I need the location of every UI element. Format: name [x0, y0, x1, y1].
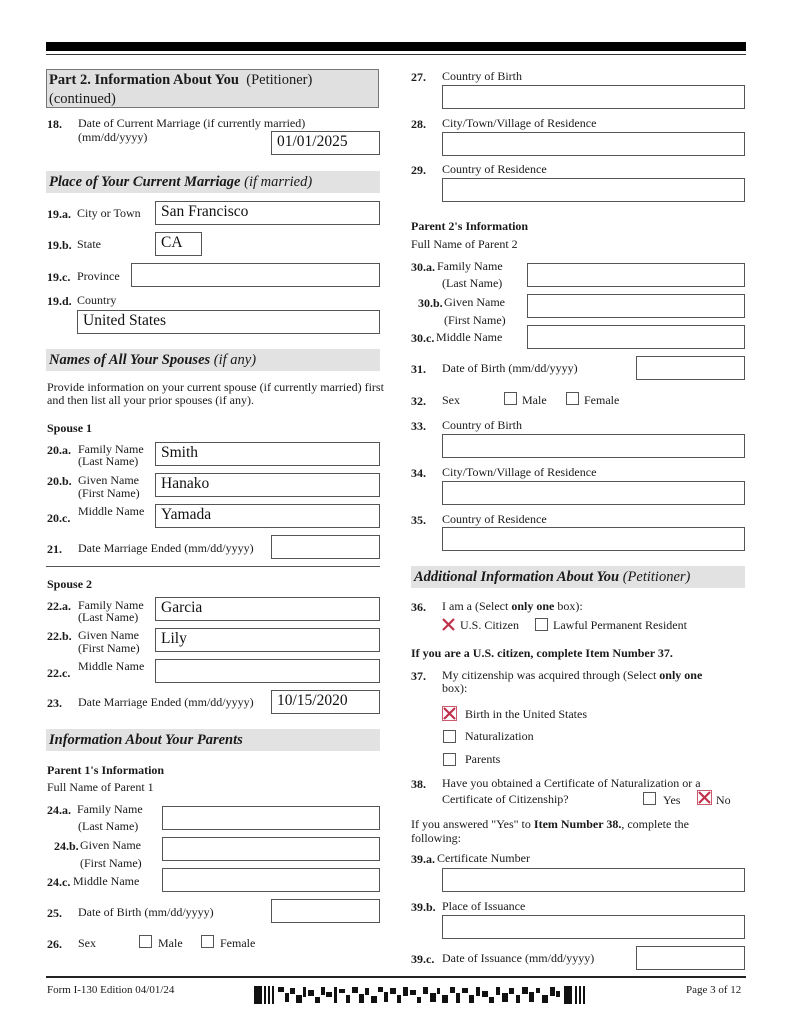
naturalization-checkbox[interactable] [443, 730, 456, 743]
birth-us-checkbox[interactable] [442, 706, 457, 726]
item-36-label: I am a (Select only one box): [442, 599, 583, 613]
item-26-label: Sex [78, 936, 96, 950]
parents-label: Parents [465, 752, 501, 766]
item-24b-label2: (First Name) [80, 856, 142, 870]
item-19d-label: Country [77, 293, 117, 307]
item-37-label: My citizenship was acquired through (Select only one box): [442, 668, 703, 695]
item-38-label2: Certificate of Citizenship? [442, 792, 569, 806]
item-21-number: 21. [47, 542, 62, 556]
item-39b-label: Place of Issuance [442, 899, 526, 913]
yes-note-2: following: [411, 831, 461, 845]
parent1-given-name-field[interactable] [162, 837, 380, 861]
date-of-issuance-field[interactable] [636, 946, 745, 970]
section-title: Place of Your Current Marriage [49, 174, 241, 190]
item-24a-label2: (Last Name) [78, 819, 139, 833]
item-36-number: 36. [411, 600, 426, 614]
us-citizen-checkbox[interactable] [441, 617, 456, 637]
parent-2-title: Parent 2's Information [411, 219, 529, 233]
item-18-label: Date of Current Marriage (if currently married) [78, 116, 306, 130]
item-19c-number: 19.c. [47, 270, 71, 284]
item-19b-number: 19.b. [47, 238, 72, 252]
part-subtitle: (Petitioner) [246, 72, 313, 88]
parent2-male-label: Male [522, 393, 547, 407]
item-22c-number: 22.c. [47, 666, 71, 680]
naturalization-label: Naturalization [465, 729, 534, 743]
certificate-number-field[interactable] [442, 868, 745, 892]
item-24b-number: 24.b. [54, 839, 79, 853]
item-30c-number: 30.c. [411, 331, 435, 345]
item-20b-label2: (First Name) [78, 486, 140, 500]
item-22b-label: Given Name [78, 628, 139, 642]
item-29-label: Country of Residence [442, 162, 547, 176]
spouse-2-title: Spouse 2 [47, 577, 93, 591]
item-39a-number: 39.a. [411, 852, 435, 866]
bottom-rule [46, 976, 746, 978]
section-header-marriage-place [46, 171, 380, 193]
part-title: Part 2. Information About You [49, 72, 239, 88]
parent-1-title: Parent 1's Information [47, 763, 165, 777]
item-22b-label2: (First Name) [78, 641, 140, 655]
item-24c-number: 24.c. [47, 875, 71, 889]
item-30b-label2: (First Name) [444, 313, 506, 327]
spouse-divider [46, 566, 380, 567]
citizen-note: If you are a U.S. citizen, complete Item Number 37. [411, 646, 673, 660]
item-23-label: Date Marriage Ended (mm/dd/yyyy) [78, 695, 254, 709]
marriage-province-field[interactable] [131, 263, 380, 287]
item-30a-label2: (Last Name) [442, 276, 503, 290]
section-title: Information About Your Parents [49, 732, 243, 748]
parent2-middle-name-field[interactable] [527, 325, 745, 349]
cert-no-label: No [716, 793, 731, 807]
item-30b-label: Given Name [444, 295, 505, 309]
parent2-country-birth-field[interactable] [442, 434, 745, 458]
section-title: Names of All Your Spouses [49, 352, 211, 368]
check-x-icon [697, 790, 712, 805]
item-20b-label: Given Name [78, 473, 139, 487]
parent1-city-residence-field[interactable] [442, 132, 745, 156]
spouse2-given-name-field[interactable]: Lily [155, 628, 380, 652]
parent2-family-name-field[interactable] [527, 263, 745, 287]
item-22c-label: Middle Name [78, 659, 145, 673]
item-38-label: Have you obtained a Certificate of Naturalization or a [442, 776, 701, 790]
part-continued: (continued) [49, 91, 116, 107]
item-34-number: 34. [411, 466, 426, 480]
page-number: Page 3 of 12 [686, 984, 742, 996]
parent-1-fullname-label: Full Name of Parent 1 [47, 780, 154, 794]
item-32-label: Sex [442, 393, 460, 407]
item-39a-label: Certificate Number [437, 851, 530, 865]
marriage-country-field[interactable]: United States [77, 310, 380, 334]
spouse2-middle-name-field[interactable] [155, 659, 380, 683]
place-of-issuance-field[interactable] [442, 915, 745, 939]
birth-us-label: Birth in the United States [465, 707, 587, 721]
parent1-country-residence-field[interactable] [442, 178, 745, 202]
parent2-female-checkbox[interactable] [566, 392, 579, 405]
check-x-icon [442, 706, 457, 721]
barcode-icon [254, 986, 594, 1004]
parent1-male-label: Male [158, 936, 183, 950]
top-rule-thin [46, 54, 746, 55]
spouse1-given-name-field[interactable]: Hanako [155, 473, 380, 497]
item-30a-number: 30.a. [411, 260, 435, 274]
lpr-label: Lawful Permanent Resident [553, 618, 687, 632]
item-22a-number: 22.a. [47, 599, 71, 613]
item-19b-label: State [77, 237, 101, 251]
marriage-date-field[interactable]: 01/01/2025 [271, 131, 380, 155]
item-30c-label: Middle Name [436, 330, 503, 344]
item-35-number: 35. [411, 513, 426, 527]
parent2-male-checkbox[interactable] [504, 392, 517, 405]
item-22b-number: 22.b. [47, 629, 72, 643]
item-27-label: Country of Birth [442, 69, 522, 83]
top-rule-thick [46, 42, 746, 51]
section-title: Additional Information About You [414, 569, 620, 585]
section-subtitle: (if any) [213, 352, 257, 368]
item-39c-label: Date of Issuance (mm/dd/yyyy) [442, 951, 595, 965]
parent-2-fullname-label: Full Name of Parent 2 [411, 237, 518, 251]
item-20a-number: 20.a. [47, 443, 71, 457]
barcode [254, 986, 594, 1004]
section-subtitle: (if married) [244, 174, 313, 190]
item-30a-label: Family Name [437, 259, 503, 273]
item-19a-number: 19.a. [47, 207, 71, 221]
item-20a-label2: (Last Name) [78, 454, 139, 468]
item-28-label: City/Town/Village of Residence [442, 116, 597, 130]
section-header-additional [411, 566, 745, 588]
item-24a-label: Family Name [77, 802, 143, 816]
item-31-label: Date of Birth (mm/dd/yyyy) [442, 361, 578, 375]
parent1-family-name-field[interactable] [162, 806, 380, 830]
item-33-label: Country of Birth [442, 418, 522, 432]
item-34-label: City/Town/Village of Residence [442, 465, 597, 479]
item-19c-label: Province [77, 269, 120, 283]
section-header-parents [46, 729, 380, 751]
section-subtitle: (Petitioner) [622, 569, 691, 585]
us-citizen-label: U.S. Citizen [460, 618, 519, 632]
item-32-number: 32. [411, 394, 426, 408]
spouse2-marriage-ended-field[interactable]: 10/15/2020 [271, 690, 380, 714]
parent1-female-checkbox[interactable] [201, 935, 214, 948]
item-29-number: 29. [411, 163, 426, 177]
item-20b-number: 20.b. [47, 474, 72, 488]
parents-checkbox[interactable] [443, 753, 456, 766]
spouses-instructions: Provide information on your current spouse (if currently married) first and then list all your prior spouses (if any). [47, 380, 384, 407]
cert-no-checkbox[interactable] [697, 790, 712, 810]
parent1-dob-field[interactable] [271, 899, 380, 923]
item-19d-number: 19.d. [47, 294, 72, 308]
item-26-number: 26. [47, 937, 62, 951]
item-35-label: Country of Residence [442, 512, 547, 526]
item-23-number: 23. [47, 696, 62, 710]
item-25-label: Date of Birth (mm/dd/yyyy) [78, 905, 214, 919]
item-20a-label: Family Name [78, 442, 144, 456]
item-37-number: 37. [411, 669, 426, 683]
parent2-given-name-field[interactable] [527, 294, 745, 318]
item-27-number: 27. [411, 70, 426, 84]
item-24c-label: Middle Name [73, 874, 140, 888]
spouse2-family-name-field[interactable]: Garcia [155, 597, 380, 621]
marriage-city-field[interactable]: San Francisco [155, 201, 380, 225]
item-39c-number: 39.c. [411, 952, 435, 966]
cert-yes-checkbox[interactable] [643, 792, 656, 805]
item-24a-number: 24.a. [47, 803, 71, 817]
item-30b-number: 30.b. [418, 296, 443, 310]
marriage-state-field[interactable]: CA [155, 232, 202, 256]
item-39b-number: 39.b. [411, 900, 436, 914]
lpr-checkbox[interactable] [535, 618, 548, 631]
item-25-number: 25. [47, 906, 62, 920]
parent1-country-birth-field[interactable] [442, 85, 745, 109]
item-22a-label: Family Name [78, 598, 144, 612]
spouse-1-title: Spouse 1 [47, 421, 93, 435]
part-header [46, 69, 379, 108]
item-33-number: 33. [411, 419, 426, 433]
parent1-female-label: Female [220, 936, 256, 950]
check-x-icon [441, 617, 456, 632]
item-18-format: (mm/dd/yyyy) [78, 130, 148, 144]
item-22a-label2: (Last Name) [78, 610, 139, 624]
item-20c-number: 20.c. [47, 511, 71, 525]
item-20c-label: Middle Name [78, 504, 145, 518]
parent1-male-checkbox[interactable] [139, 935, 152, 948]
parent2-country-residence-field[interactable] [442, 527, 745, 551]
parent2-dob-field[interactable] [636, 356, 745, 380]
parent2-female-label: Female [584, 393, 620, 407]
spouse1-marriage-ended-field[interactable] [271, 535, 380, 559]
form-edition: Form I-130 Edition 04/01/24 [47, 984, 175, 996]
item-21-label: Date Marriage Ended (mm/dd/yyyy) [78, 541, 254, 555]
item-38-number: 38. [411, 777, 426, 791]
yes-note: If you answered "Yes" to Item Number 38., complete the [411, 817, 689, 831]
spouse1-family-name-field[interactable]: Smith [155, 442, 380, 466]
item-28-number: 28. [411, 117, 426, 131]
item-18-number: 18. [47, 117, 62, 131]
section-header-spouses [46, 349, 380, 371]
item-24b-label: Given Name [80, 838, 141, 852]
spouse1-middle-name-field[interactable]: Yamada [155, 504, 380, 528]
item-31-number: 31. [411, 362, 426, 376]
parent1-middle-name-field[interactable] [162, 868, 380, 892]
cert-yes-label: Yes [663, 793, 681, 807]
parent2-city-residence-field[interactable] [442, 481, 745, 505]
item-19a-label: City or Town [77, 206, 141, 220]
